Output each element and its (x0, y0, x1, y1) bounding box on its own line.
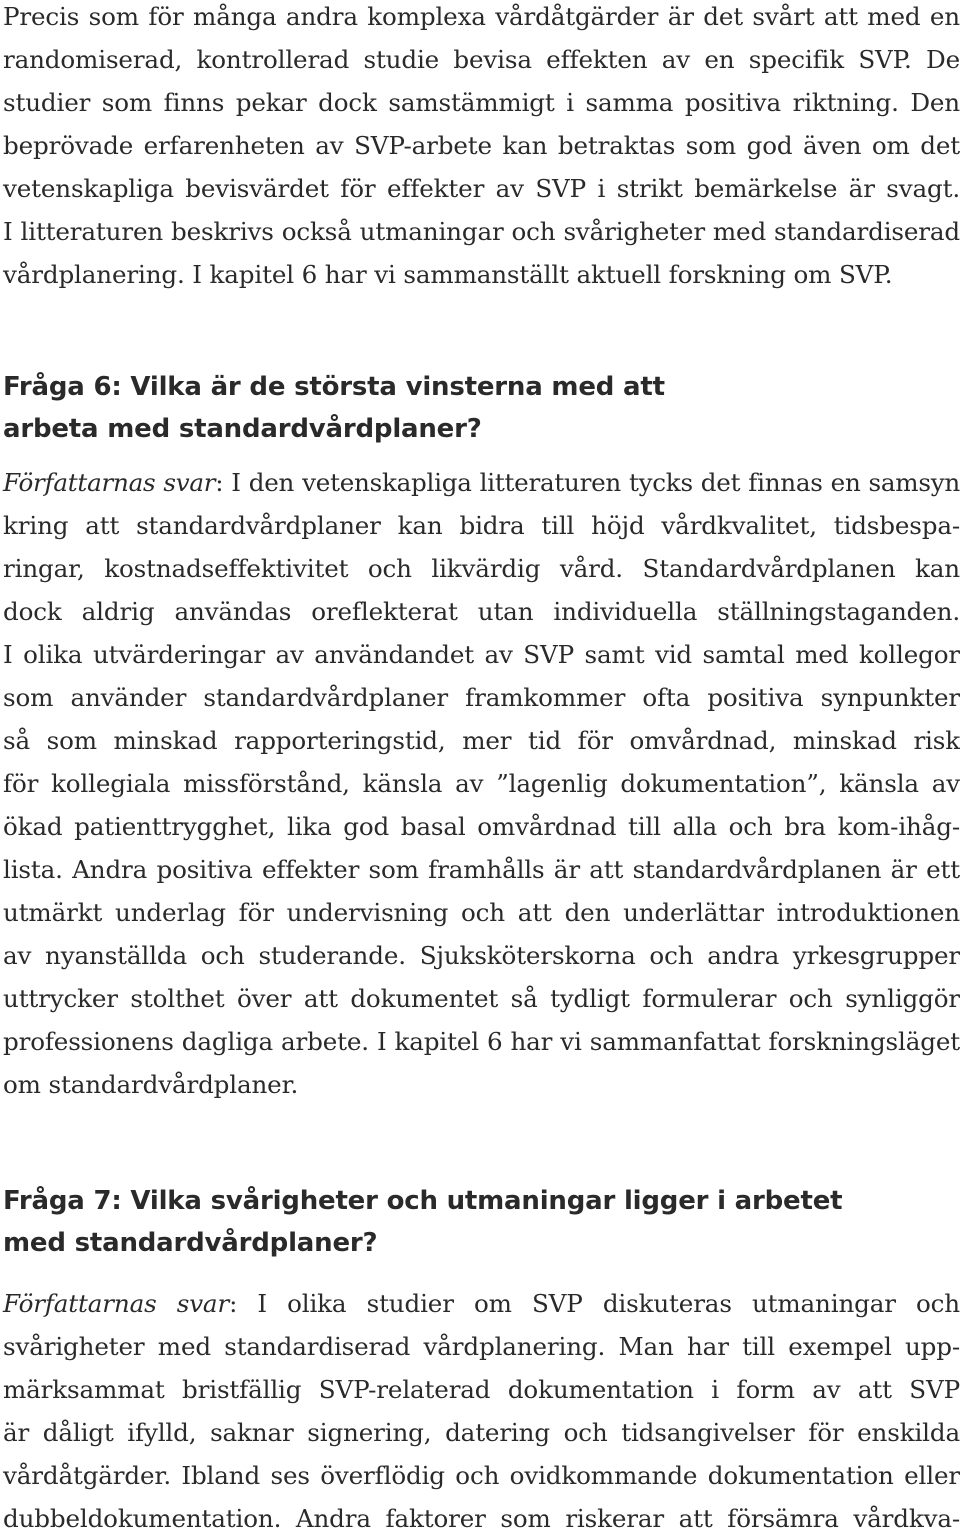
text-line: lista. Andra positiva effekter som framhålls är att standardvårdplanen är ett (3, 855, 960, 884)
text-line: dock aldrig användas oreflekterat utan individuella ställningstaganden. (3, 597, 960, 626)
heading-line: Fråga 6: Vilka är de största vinsterna med att (3, 372, 665, 402)
text-line: kring att standardvårdplaner kan bidra till höjd vårdkvalitet, tidsbespa- (3, 511, 960, 540)
text-line: uttrycker stolthet över att dokumentet så tydligt formulerar och synliggör (3, 984, 960, 1013)
answer-first-line: : I olika studier om SVP diskuteras utmaningar och (229, 1289, 960, 1318)
text-line: studier som finns pekar dock samstämmigt i samma positiva riktning. Den (3, 88, 960, 117)
text-line: randomiserad, kontrollerad studie bevisa effekten av en specifik SVP. De (3, 45, 960, 74)
question-7-heading (3, 1180, 842, 1264)
text-line: utmärkt underlag för undervisning och att den underlättar introduktionen (3, 898, 960, 927)
answer-label: Författarnas svar (3, 1289, 230, 1318)
text-line: ringar, kostnadseffektivitet och likvärdig vård. Standardvårdplanen kan (3, 554, 960, 583)
text-line: om standardvårdplaner. (3, 1070, 299, 1099)
text-line: beprövade erfarenheten av SVP-arbete kan betraktas som god även om det (3, 131, 960, 160)
text-line: dubbeldokumentation. Andra faktorer som riskerar att försämra vårdkva- (3, 1504, 960, 1533)
text-line: I litteraturen beskrivs också utmaningar och svårigheter med standardiserad (3, 217, 960, 246)
text-line: för kollegiala missförstånd, känsla av ”lagenlig dokumentation”, känsla av (3, 769, 960, 798)
text-line: Precis som för många andra komplexa vårdåtgärder är det svårt att med en (3, 2, 960, 31)
text-line: vårdåtgärder. Ibland ses överflödig och ovidkommande dokumentation eller (3, 1461, 960, 1490)
heading-line: arbeta med standardvårdplaner? (3, 414, 482, 444)
text-line: så som minskad rapporteringstid, mer tid för omvårdnad, minskad risk (3, 726, 960, 755)
intro-paragraph (3, 0, 960, 296)
question-6-answer (3, 461, 960, 1106)
text-line: vetenskapliga bevisvärdet för effekter av SVP i strikt bemärkelse är svagt. (3, 174, 960, 203)
text-line: av nyanställda och studerande. Sjuksköterskorna och andra yrkesgrupper (3, 941, 960, 970)
text-line: professionens dagliga arbete. I kapitel 6 har vi sammanfattat forskningsläget (3, 1027, 960, 1056)
heading-line: Fråga 7: Vilka svårigheter och utmaningar ligger i arbetet (3, 1186, 843, 1216)
text-line: som använder standardvårdplaner framkommer ofta positiva synpunkter (3, 683, 960, 712)
text-line: ökad patienttrygghet, lika god basal omvårdnad till alla och bra kom-ihåg- (3, 812, 960, 841)
text-line: vårdplanering. I kapitel 6 har vi sammanställt aktuell forskning om SVP. (3, 260, 893, 289)
question-7-answer (3, 1282, 960, 1540)
text-line: I olika utvärderingar av användandet av SVP samt vid samtal med kollegor (3, 640, 960, 669)
text-line (3, 461, 960, 504)
text-line (3, 1282, 960, 1325)
heading-line: med standardvårdplaner? (3, 1228, 378, 1258)
answer-label: Författarnas svar (3, 468, 216, 497)
answer-first-line: : I den vetenskapliga litteraturen tycks det finnas en samsyn (215, 468, 960, 497)
text-line: svårigheter med standardiserad vårdplanering. Man har till exempel upp- (3, 1332, 960, 1361)
text-line: märksammat bristfällig SVP-relaterad dokumentation i form av att SVP (3, 1375, 960, 1404)
question-6-heading (3, 366, 665, 450)
text-line: är dåligt ifylld, saknar signering, datering och tidsangivelser för enskilda (3, 1418, 960, 1447)
